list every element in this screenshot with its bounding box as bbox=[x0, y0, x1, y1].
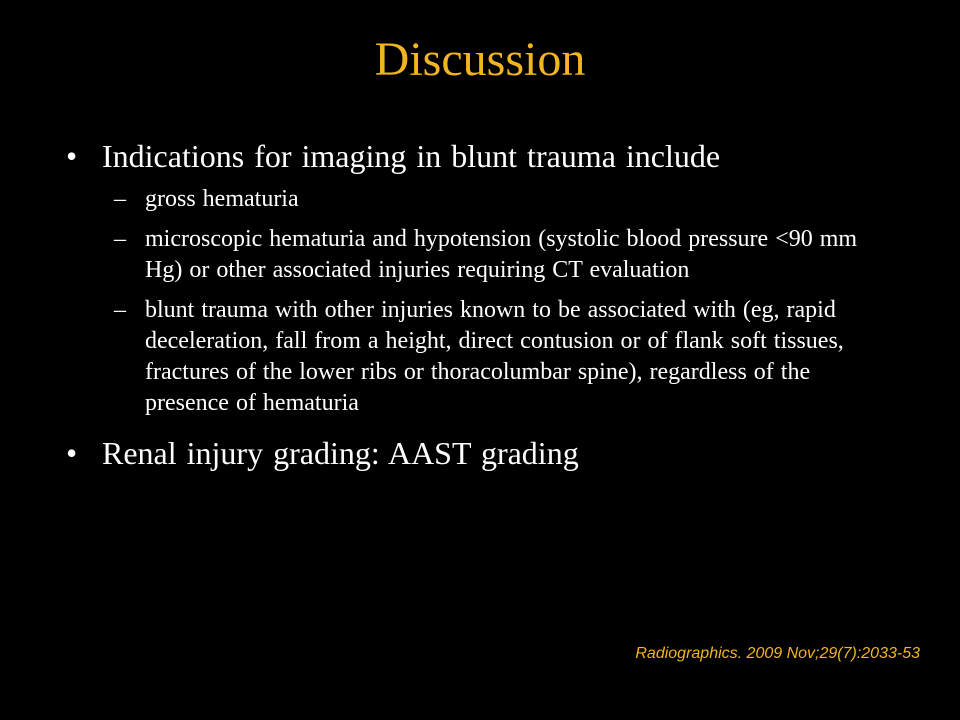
slide-title: Discussion bbox=[374, 33, 586, 86]
sub-bullet-list bbox=[114, 184, 880, 419]
sub-bullet-item bbox=[114, 295, 880, 419]
bullet-text: Renal injury grading: AAST grading bbox=[102, 435, 579, 471]
bullet-item-grading bbox=[60, 433, 880, 473]
bullet-list bbox=[60, 136, 880, 473]
sub-bullet-marker: – bbox=[114, 226, 126, 252]
citation: Radiographics. 2009 Nov;29(7):2033-53 bbox=[635, 645, 920, 662]
bullet-marker: • bbox=[66, 138, 78, 174]
bullet-text: Indications for imaging in blunt trauma include bbox=[102, 138, 721, 174]
sub-bullet-text: blunt trauma with other injuries known to be associated with (eg, rapid deceleration, fall from a height, direct contusion or of flank soft tissues, fractures of the lower ribs or thoracolumbar spine), regardless of the presence of hematuria bbox=[145, 297, 844, 416]
sub-bullet-text: gross hematuria bbox=[145, 186, 299, 212]
bullet-marker: • bbox=[66, 435, 78, 471]
sub-bullet-item bbox=[114, 224, 880, 286]
sub-bullet-item bbox=[114, 184, 880, 215]
sub-bullet-marker: – bbox=[114, 297, 126, 323]
sub-bullet-text: microscopic hematuria and hypotension (systolic blood pressure <90 mm Hg) or other associated injuries requiring CT evaluation bbox=[145, 226, 858, 283]
bullet-item-indications bbox=[60, 136, 880, 176]
sub-bullet-marker: – bbox=[114, 186, 126, 212]
